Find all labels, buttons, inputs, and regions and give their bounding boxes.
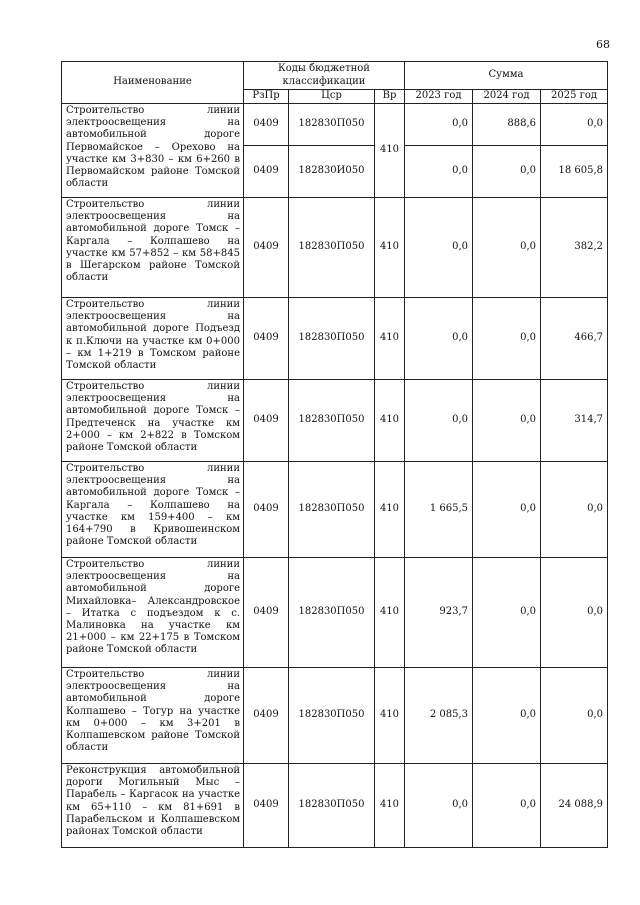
row-2024: 0,0 [473,298,541,380]
row-name: Строительство линии электроосвещения на автомобильной дороге Томск – Каргала – Колпашево на участке км 159+400 – км 164+790 в Кривошеинском районе Томской области [62,462,244,558]
row-2023: 2 085,3 [405,668,473,764]
row-2024: 0,0 [473,764,541,848]
row-name: Строительство линии электроосвещения на автомобильной дороге Томск – Предтеченск на участке км 2+000 – км 2+822 в Томском районе Томской области [62,380,244,462]
row-name: Строительство линии электроосвещения на автомобильной дороге Михайловка– Александровское – Итатка с подъездом к с. Малиновка на участке км 21+000 – км 22+175 в Томском районе Томской области [62,558,244,668]
row-csr: 182830П050 [289,668,375,764]
budget-table [61,61,608,848]
row-csr: 182830П050 [289,380,375,462]
table-row [62,462,608,558]
row-vr: 410 [375,764,405,848]
row-rzpr: 0409 [244,146,289,198]
row-csr: 182830П050 [289,104,375,146]
row-2023: 1 665,5 [405,462,473,558]
row-csr: 182830П050 [289,462,375,558]
row-2025: 0,0 [541,462,608,558]
table-row [62,298,608,380]
header-codes: Коды бюджетной классификации [244,62,405,90]
row-2024: 888,6 [473,104,541,146]
row-vr: 410 [375,104,405,198]
table-row [62,380,608,462]
table-row [62,104,608,146]
row-2024: 0,0 [473,198,541,298]
row-2025: 314,7 [541,380,608,462]
row-2025: 466,7 [541,298,608,380]
row-2024: 0,0 [473,558,541,668]
table-row [62,198,608,298]
row-name: Строительство линии электроосвещения на автомобильной дороге Первомайское – Орехово на участке км 3+830 – км 6+260 в Первомайском районе Томской области [62,104,244,198]
row-2024: 0,0 [473,462,541,558]
row-vr: 410 [375,558,405,668]
row-2023: 0,0 [405,298,473,380]
row-2023: 0,0 [405,104,473,146]
row-2025: 0,0 [541,668,608,764]
row-2025: 0,0 [541,104,608,146]
row-2025: 382,2 [541,198,608,298]
row-vr: 410 [375,298,405,380]
row-2024: 0,0 [473,146,541,198]
header-2024: 2024 год [473,90,541,104]
row-vr: 410 [375,462,405,558]
row-2023: 0,0 [405,764,473,848]
header-2023: 2023 год [405,90,473,104]
row-rzpr: 0409 [244,198,289,298]
table-row [62,558,608,668]
row-2025: 0,0 [541,558,608,668]
row-csr: 182830П050 [289,764,375,848]
row-2024: 0,0 [473,668,541,764]
header-csr: Цср [289,90,375,104]
header-rzpr: РзПр [244,90,289,104]
row-vr: 410 [375,668,405,764]
row-csr: 182830П050 [289,298,375,380]
row-2023: 0,0 [405,380,473,462]
row-csr: 182830П050 [289,558,375,668]
row-name: Строительство линии электроосвещения на автомобильной дороге Подъезд к п.Ключи на участке км 0+000 – км 1+219 в Томском районе Томской области [62,298,244,380]
row-name: Реконструкция автомобильной дороги Могильный Мыс – Парабель – Каргасок на участке км 65+110 – км 81+691 в Парабельском и Колпашевском районах Томской области [62,764,244,848]
row-csr: 182830П050 [289,198,375,298]
row-rzpr: 0409 [244,462,289,558]
row-rzpr: 0409 [244,104,289,146]
header-name: Наименование [62,62,244,104]
row-rzpr: 0409 [244,668,289,764]
header-vr: Вр [375,90,405,104]
row-2025: 24 088,9 [541,764,608,848]
row-rzpr: 0409 [244,298,289,380]
row-2023: 0,0 [405,146,473,198]
row-rzpr: 0409 [244,558,289,668]
header-sum: Сумма [405,62,608,90]
row-vr: 410 [375,198,405,298]
row-rzpr: 0409 [244,380,289,462]
row-2023: 0,0 [405,198,473,298]
row-2025: 18 605,8 [541,146,608,198]
table-row [62,668,608,764]
row-name: Строительство линии электроосвещения на автомобильной дороге Колпашево – Тогур на участке км 0+000 – км 3+201 в Колпашевском районе Томской области [62,668,244,764]
table-row [62,764,608,848]
row-csr: 182830И050 [289,146,375,198]
row-rzpr: 0409 [244,764,289,848]
row-2024: 0,0 [473,380,541,462]
header-2025: 2025 год [541,90,608,104]
row-2023: 923,7 [405,558,473,668]
row-name: Строительство линии электроосвещения на автомобильной дороге Томск – Каргала – Колпашево на участке км 57+852 – км 58+845 в Шегарском районе Томской области [62,198,244,298]
row-vr: 410 [375,380,405,462]
page-number: 68 [596,38,610,51]
